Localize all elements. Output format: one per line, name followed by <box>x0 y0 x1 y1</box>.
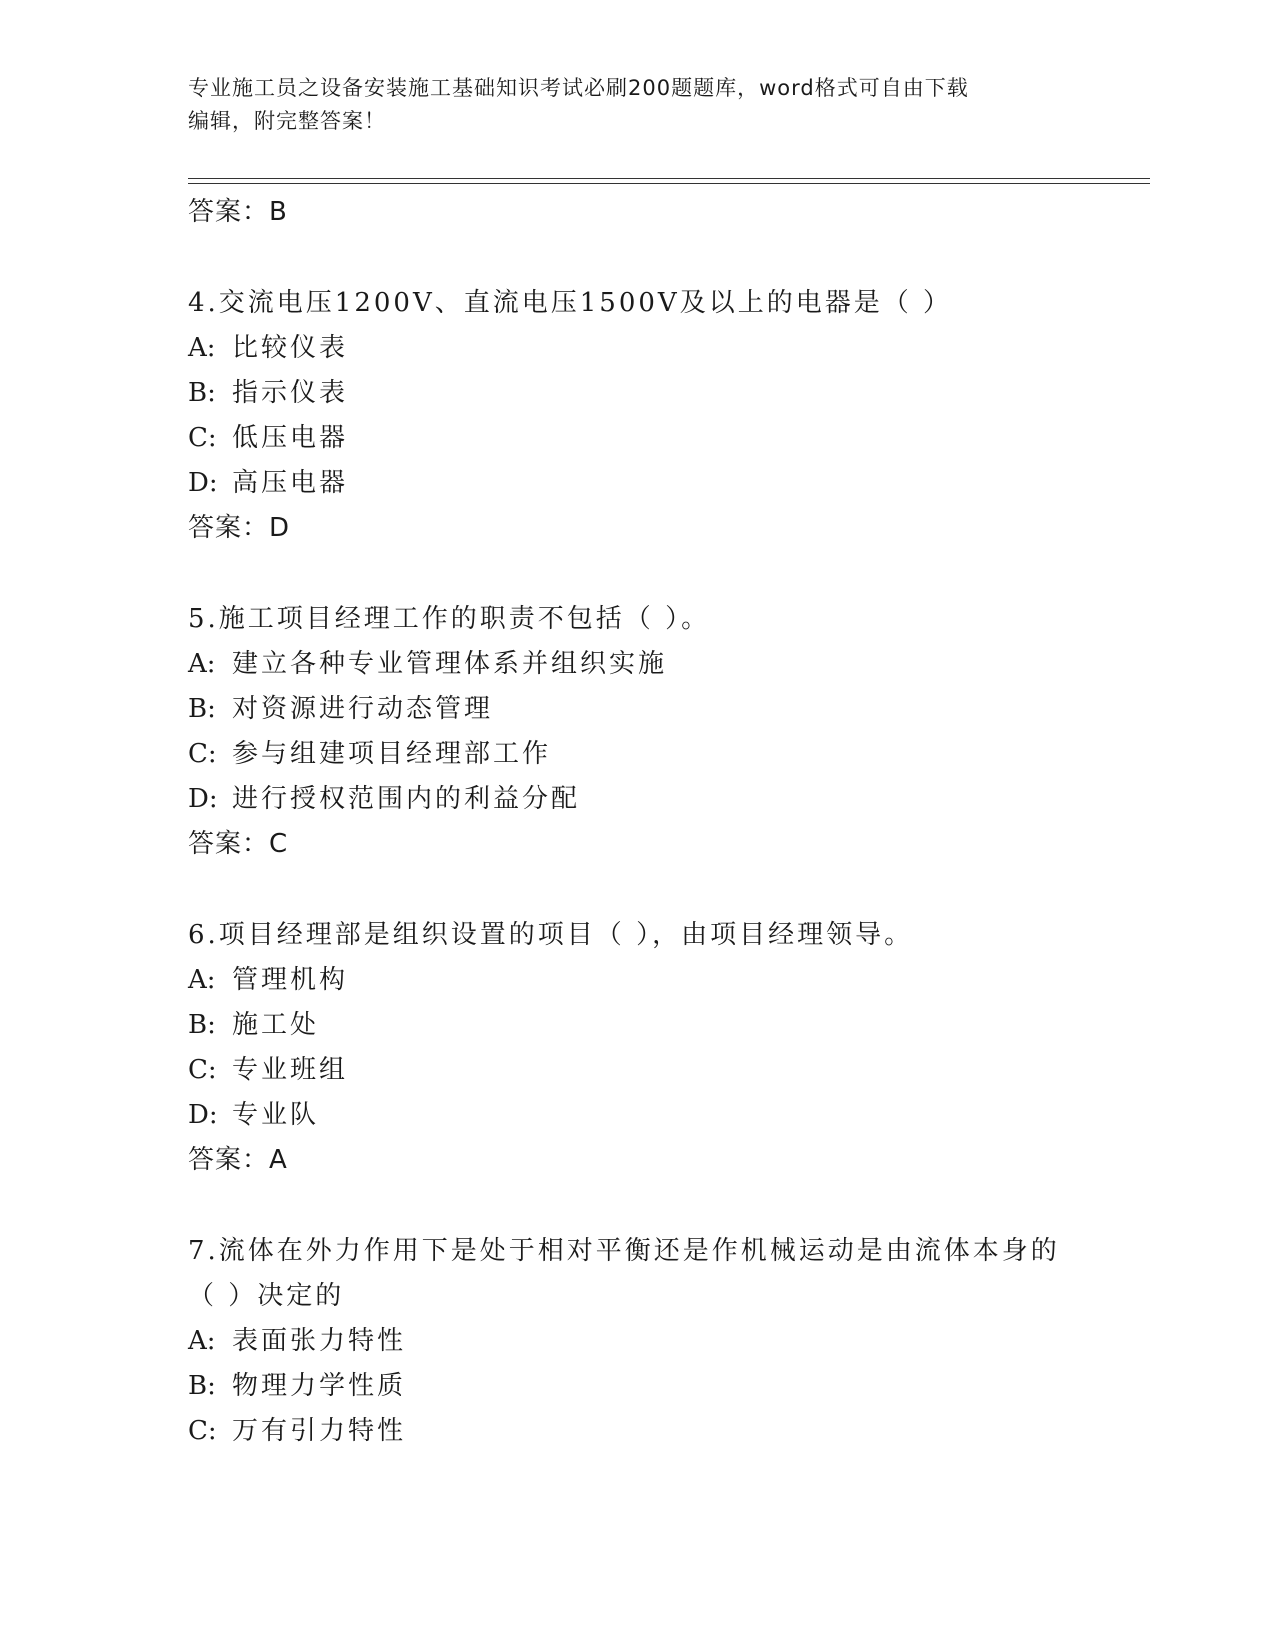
option-text: 对资源进行动态管理 <box>232 694 494 724</box>
question-7-text <box>188 1229 1138 1319</box>
option-letter: D: <box>188 784 218 814</box>
option-letter: A: <box>188 333 216 363</box>
option-letter: B: <box>188 694 216 724</box>
question-4-option-d <box>188 461 1138 506</box>
spacer <box>188 867 1138 913</box>
question-5-option-d <box>188 777 1138 822</box>
option-letter: C: <box>188 1416 217 1446</box>
question-4-option-c <box>188 416 1138 461</box>
header-title-line-2: 编辑，附完整答案！ <box>188 109 386 133</box>
option-letter: D: <box>188 1100 218 1130</box>
question-6-text: 6.项目经理部是组织设置的项目（ ），由项目经理领导。 <box>188 920 914 950</box>
header-divider-bottom <box>188 183 1150 184</box>
answer-q3: 答案：B <box>188 197 288 227</box>
option-letter: B: <box>188 1371 216 1401</box>
question-5-option-b <box>188 687 1138 732</box>
question-list <box>188 190 1138 1454</box>
header-divider-top <box>188 178 1150 179</box>
option-text: 物理力学性质 <box>232 1371 407 1401</box>
option-text: 施工处 <box>232 1010 320 1040</box>
option-text: 表面张力特性 <box>232 1326 407 1356</box>
answer-q6: 答案：A <box>188 1145 288 1175</box>
option-text: 进行授权范围内的利益分配 <box>232 784 581 814</box>
answer-q5: 答案：C <box>188 829 289 859</box>
question-4-option-b <box>188 371 1138 416</box>
option-letter: B: <box>188 378 216 408</box>
question-6-option-a <box>188 958 1138 1003</box>
answer-q4: 答案：D <box>188 513 291 543</box>
option-text: 管理机构 <box>232 965 349 995</box>
spacer <box>188 551 1138 597</box>
question-4-text: 4.交流电压1200V、直流电压1500V及以上的电器是（ ） <box>188 288 952 318</box>
option-text: 低压电器 <box>232 423 349 453</box>
question-7-option-b <box>188 1364 1138 1409</box>
question-7-text-line-2: （ ）决定的 <box>188 1281 345 1311</box>
spacer <box>188 1183 1138 1229</box>
question-4-option-a <box>188 326 1138 371</box>
option-text: 比较仪表 <box>232 333 349 363</box>
option-text: 专业队 <box>232 1100 320 1130</box>
option-letter: C: <box>188 1055 217 1085</box>
option-text: 指示仪表 <box>232 378 349 408</box>
option-text: 万有引力特性 <box>232 1416 407 1446</box>
question-5-option-a <box>188 642 1138 687</box>
option-text: 高压电器 <box>232 468 349 498</box>
option-letter: A: <box>188 649 216 679</box>
option-letter: C: <box>188 423 217 453</box>
document-header <box>188 72 1088 138</box>
question-6-option-d <box>188 1093 1138 1138</box>
option-text: 建立各种专业管理体系并组织实施 <box>232 649 668 679</box>
option-letter: A: <box>188 965 216 995</box>
option-letter: B: <box>188 1010 216 1040</box>
option-text: 参与组建项目经理部工作 <box>232 739 552 769</box>
option-letter: D: <box>188 468 218 498</box>
question-7-text-line-1: 7.流体在外力作用下是处于相对平衡还是作机械运动是由流体本身的 <box>188 1236 1060 1266</box>
question-7-option-a <box>188 1319 1138 1364</box>
option-letter: A: <box>188 1326 216 1356</box>
question-6-option-b <box>188 1003 1138 1048</box>
option-letter: C: <box>188 739 217 769</box>
spacer <box>188 235 1138 281</box>
question-6-option-c <box>188 1048 1138 1093</box>
option-text: 专业班组 <box>232 1055 349 1085</box>
header-title-line-1: 专业施工员之设备安装施工基础知识考试必刷200题题库，word格式可自由下载 <box>188 76 969 100</box>
question-7-option-c <box>188 1409 1138 1454</box>
question-5-text: 5.施工项目经理工作的职责不包括（ ）。 <box>188 604 711 634</box>
question-5-option-c <box>188 732 1138 777</box>
